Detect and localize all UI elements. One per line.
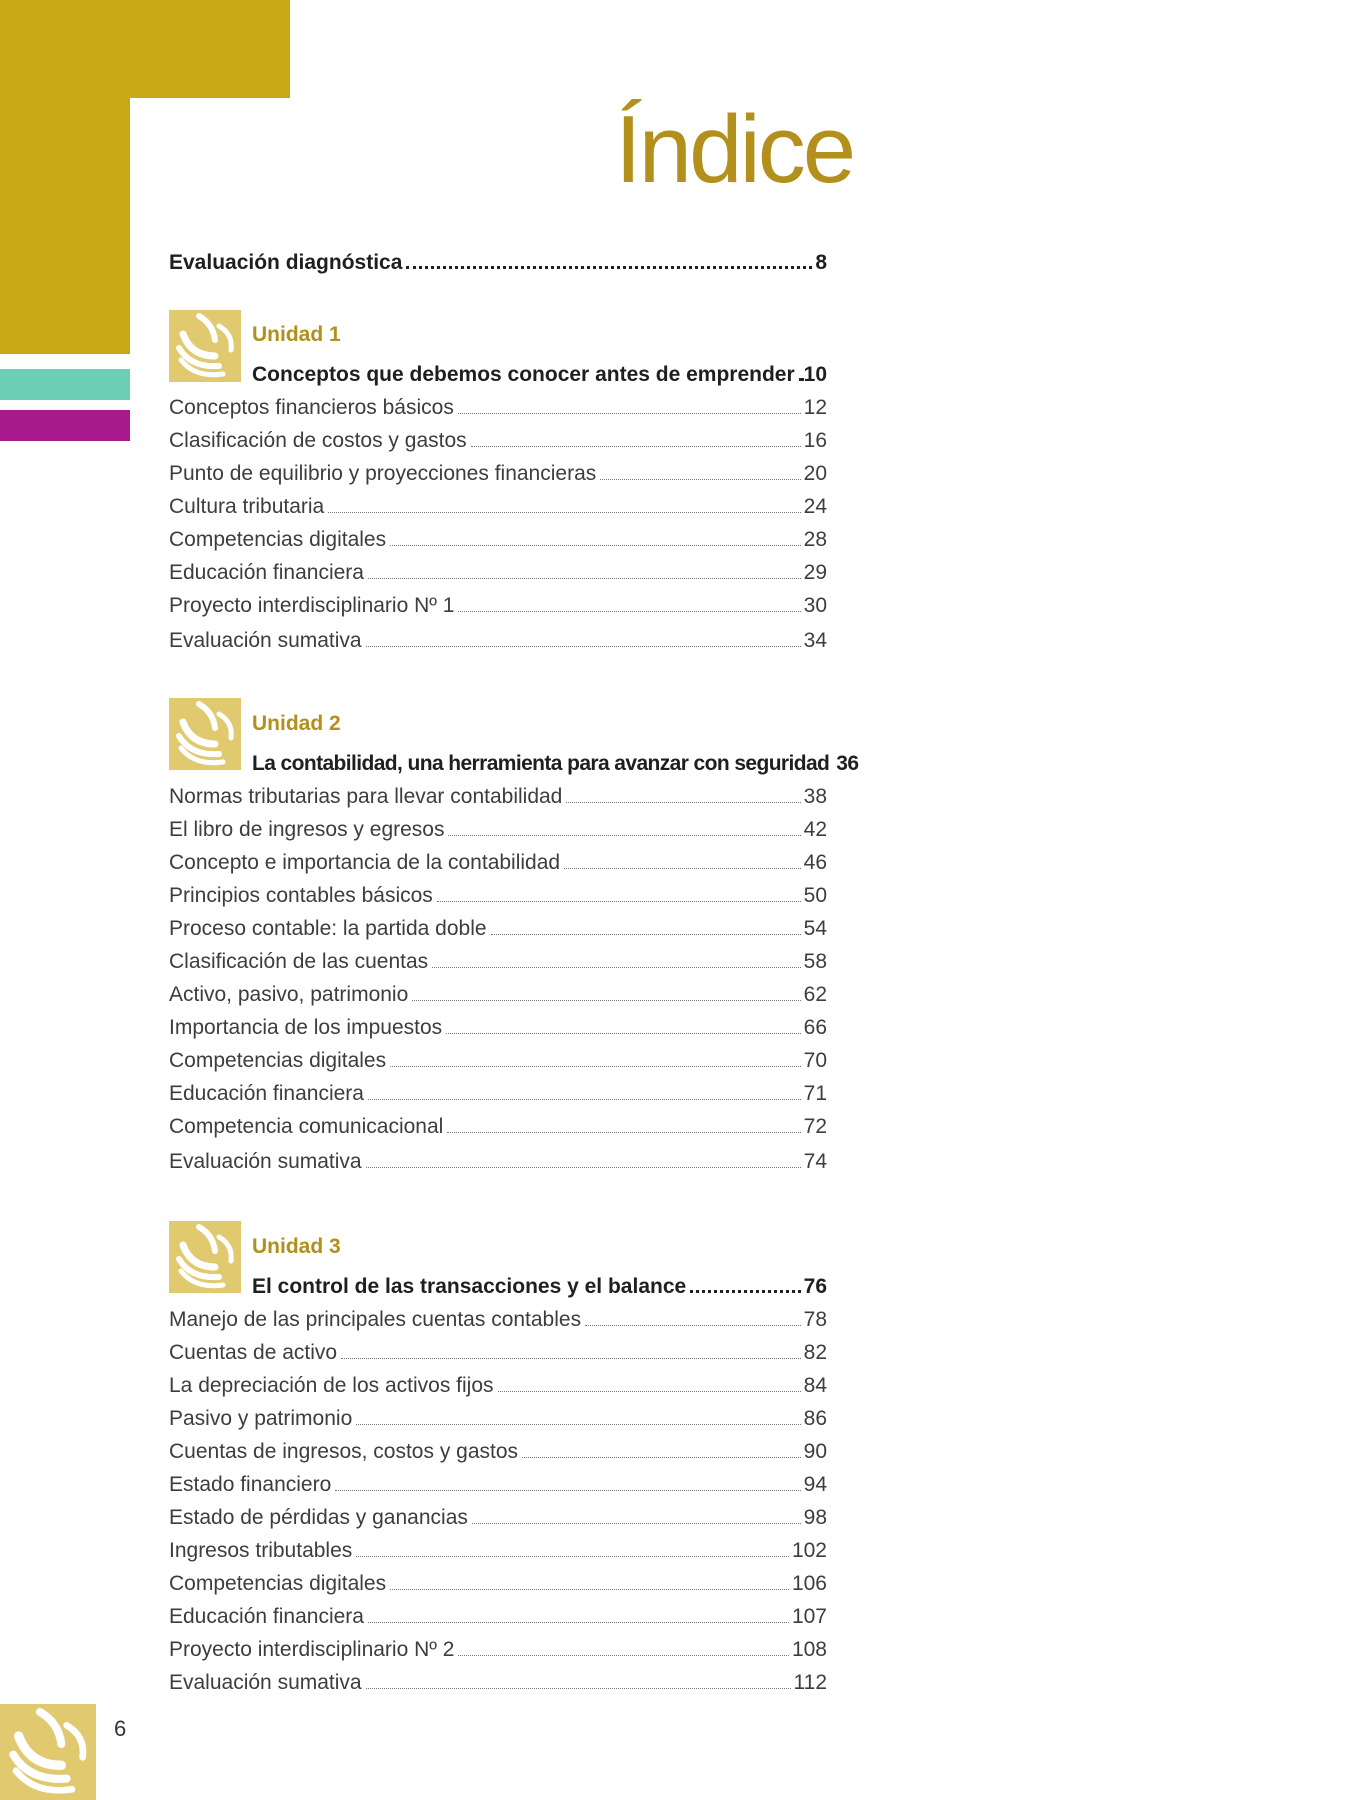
toc-entry-page: 54 — [803, 916, 827, 940]
toc-entry-page: 76 — [803, 1274, 827, 1298]
toc-entry-page: 29 — [803, 560, 827, 584]
toc-entry[interactable] — [169, 1143, 827, 1173]
toc-entry[interactable] — [169, 488, 827, 518]
dot-leader — [328, 511, 800, 513]
toc-entry[interactable] — [169, 1598, 827, 1628]
toc-entry-label: El control de las transacciones y el balance — [252, 1274, 687, 1298]
toc-entry-page: 50 — [803, 883, 827, 907]
toc-entry-page: 71 — [803, 1081, 827, 1105]
toc-entry-page: 34 — [803, 628, 827, 652]
toc-entry[interactable] — [169, 389, 827, 419]
dot-leader — [390, 1065, 801, 1067]
toc-entry-page: 8 — [815, 250, 827, 274]
toc-entry-label: La contabilidad, una herramienta para avanzar con seguridad — [252, 751, 830, 775]
decorative-teal-stripe — [0, 369, 130, 400]
toc-entry-label: Educación financiera — [169, 1604, 364, 1628]
toc-entry-label: Proyecto interdisciplinario Nº 1 — [169, 593, 455, 617]
toc-entry[interactable] — [169, 1631, 827, 1661]
toc-entry-label: Principios contables básicos — [169, 883, 433, 907]
toc-entry[interactable] — [169, 976, 827, 1006]
unit-2-label: Unidad 2 — [252, 712, 341, 735]
toc-entry-page: 42 — [803, 817, 827, 841]
toc-entry-label: Proceso contable: la partida doble — [169, 916, 487, 940]
toc-entry-page: 72 — [803, 1114, 827, 1138]
unit-3-icon-box — [169, 1221, 241, 1293]
toc-entry-label: Pasivo y patrimonio — [169, 1406, 353, 1430]
toc-entry-page: 94 — [803, 1472, 827, 1496]
toc-entry-diagnostic[interactable] — [169, 244, 827, 274]
toc-entry-label: Evaluación sumativa — [169, 1149, 362, 1173]
toc-entry-page: 38 — [803, 784, 827, 808]
toc-entry-label: Ingresos tributables — [169, 1538, 353, 1562]
toc-entry-label: Estado financiero — [169, 1472, 332, 1496]
toc-entry-label: Competencias digitales — [169, 527, 387, 551]
toc-entry-page: 16 — [803, 428, 827, 452]
toc-entry-label: Clasificación de costos y gastos — [169, 428, 467, 452]
toc-entry[interactable] — [169, 1400, 827, 1430]
toc-entry[interactable] — [169, 1009, 827, 1039]
dot-leader — [366, 1166, 801, 1168]
toc-entry[interactable] — [169, 422, 827, 452]
toc-entry[interactable] — [169, 1565, 827, 1595]
toc-entry-page: 78 — [803, 1307, 827, 1331]
toc-entry-page: 24 — [803, 494, 827, 518]
toc-entry[interactable] — [169, 554, 827, 584]
toc-entry-label: Concepto e importancia de la contabilidad — [169, 850, 561, 874]
page-number: 6 — [114, 1716, 127, 1741]
dot-leader — [432, 966, 801, 968]
dot-leader — [585, 1324, 801, 1326]
dot-leader — [448, 834, 800, 836]
toc-entry[interactable] — [169, 521, 827, 551]
dot-leader — [600, 478, 800, 480]
page-title: Índice — [615, 96, 854, 203]
toc-entry-page: 28 — [803, 527, 827, 551]
toc-entry-label: Evaluación sumativa — [169, 628, 362, 652]
decorative-magenta-stripe — [0, 410, 130, 441]
dot-leader — [368, 1621, 789, 1623]
dot-leader — [472, 1522, 801, 1524]
dot-leader — [412, 999, 800, 1001]
toc-entry[interactable] — [169, 587, 827, 617]
toc-entry-page: 70 — [803, 1048, 827, 1072]
toc-entry[interactable] — [169, 844, 827, 874]
toc-entry-page: 98 — [803, 1505, 827, 1529]
hand-icon — [169, 310, 241, 382]
toc-entry-page: 20 — [803, 461, 827, 485]
dot-leader — [799, 377, 801, 381]
toc-entry-page: 58 — [803, 949, 827, 973]
toc-entry-label: Competencias digitales — [169, 1571, 387, 1595]
dot-leader — [458, 610, 800, 612]
toc-entry[interactable] — [169, 1499, 827, 1529]
toc-entry-label: Punto de equilibrio y proyecciones financieras — [169, 461, 597, 485]
toc-entry-label: Cuentas de activo — [169, 1340, 338, 1364]
dot-leader — [690, 1289, 800, 1293]
toc-entry-label: Competencias digitales — [169, 1048, 387, 1072]
dot-leader — [406, 265, 812, 269]
toc-entry[interactable] — [169, 1301, 827, 1331]
toc-entry-label: La depreciación de los activos fijos — [169, 1373, 494, 1397]
toc-entry[interactable] — [169, 811, 827, 841]
dot-leader — [566, 801, 800, 803]
hand-icon — [169, 1221, 241, 1293]
dot-leader — [368, 577, 801, 579]
dot-leader — [368, 1098, 801, 1100]
toc-entry[interactable] — [169, 943, 827, 973]
unit-3-label: Unidad 3 — [252, 1235, 341, 1258]
toc-entry-label: Cuentas de ingresos, costos y gastos — [169, 1439, 519, 1463]
toc-entry-page: 62 — [803, 982, 827, 1006]
toc-entry-page: 112 — [793, 1670, 827, 1694]
dot-leader — [390, 1588, 789, 1590]
toc-entry-page: 102 — [791, 1538, 827, 1562]
toc-entry[interactable] — [169, 1042, 827, 1072]
toc-entry[interactable] — [169, 1433, 827, 1463]
unit-3-heading[interactable] — [252, 1268, 827, 1298]
hand-icon — [169, 698, 241, 770]
toc-entry-label: Educación financiera — [169, 1081, 364, 1105]
toc-entry-page: 12 — [803, 395, 827, 419]
dot-leader — [498, 1390, 801, 1392]
toc-entry[interactable] — [169, 1108, 827, 1138]
hand-icon-footer — [0, 1704, 96, 1800]
dot-leader — [356, 1555, 789, 1557]
toc-entry-page: 74 — [803, 1149, 827, 1173]
toc-entry-page: 108 — [791, 1637, 827, 1661]
toc-entry[interactable] — [169, 1532, 827, 1562]
toc-entry[interactable] — [169, 778, 827, 808]
toc-entry-page: 86 — [803, 1406, 827, 1430]
toc-entry-label: Normas tributarias para llevar contabilidad — [169, 784, 563, 808]
toc-entry[interactable] — [169, 622, 827, 652]
toc-entry-label: Estado de pérdidas y ganancias — [169, 1505, 468, 1529]
toc-entry-page: 82 — [803, 1340, 827, 1364]
dot-leader — [335, 1489, 800, 1491]
toc-entry-label: Educación financiera — [169, 560, 364, 584]
dot-leader — [458, 1654, 788, 1656]
toc-entry-label: Evaluación diagnóstica — [169, 250, 403, 274]
decorative-gold-block-side — [0, 98, 130, 354]
toc-entry-label: Conceptos financieros básicos — [169, 395, 454, 419]
dot-leader — [447, 1131, 800, 1133]
hand-icon — [0, 1704, 96, 1800]
toc-entry-page: 36 — [836, 751, 859, 775]
toc-entry-page: 84 — [803, 1373, 827, 1397]
toc-entry[interactable] — [169, 455, 827, 485]
unit-1-heading[interactable] — [252, 356, 827, 386]
toc-entry[interactable] — [169, 910, 827, 940]
dot-leader — [341, 1357, 801, 1359]
toc-entry[interactable] — [169, 1075, 827, 1105]
dot-leader — [446, 1032, 801, 1034]
dot-leader — [390, 544, 801, 546]
dot-leader — [491, 933, 801, 935]
toc-entry-label: Competencia comunicacional — [169, 1114, 444, 1138]
decorative-gold-block-top — [0, 0, 290, 98]
toc-entry-label: Clasificación de las cuentas — [169, 949, 429, 973]
toc-entry-page: 66 — [803, 1015, 827, 1039]
dot-leader — [437, 900, 801, 902]
toc-entry-label: El libro de ingresos y egresos — [169, 817, 445, 841]
toc-entry-page: 46 — [803, 850, 827, 874]
toc-entry-label: Proyecto interdisciplinario Nº 2 — [169, 1637, 455, 1661]
toc-entry[interactable] — [169, 1367, 827, 1397]
toc-entry-page: 10 — [803, 362, 827, 386]
toc-entry-label: Importancia de los impuestos — [169, 1015, 443, 1039]
unit-1-icon-box — [169, 310, 241, 382]
dot-leader — [471, 445, 801, 447]
toc-entry-page: 107 — [791, 1604, 827, 1628]
unit-2-heading[interactable] — [252, 745, 859, 775]
toc-entry-page: 30 — [803, 593, 827, 617]
toc-entry[interactable] — [169, 877, 827, 907]
toc-entry-label: Manejo de las principales cuentas contables — [169, 1307, 582, 1331]
dot-leader — [366, 645, 801, 647]
dot-leader — [564, 867, 801, 869]
dot-leader — [356, 1423, 800, 1425]
toc-entry-label: Cultura tributaria — [169, 494, 325, 518]
toc-entry[interactable] — [169, 1466, 827, 1496]
toc-entry-label: Activo, pasivo, patrimonio — [169, 982, 409, 1006]
toc-entry-label: Conceptos que debemos conocer antes de emprender — [252, 362, 795, 386]
toc-entry-page: 90 — [803, 1439, 827, 1463]
unit-2-icon-box — [169, 698, 241, 770]
toc-entry-page: 106 — [791, 1571, 827, 1595]
unit-1-label: Unidad 1 — [252, 323, 341, 346]
toc-entry[interactable] — [169, 1664, 827, 1694]
dot-leader — [522, 1456, 801, 1458]
dot-leader — [366, 1687, 791, 1689]
toc-entry-label: Evaluación sumativa — [169, 1670, 362, 1694]
dot-leader — [458, 412, 801, 414]
toc-entry[interactable] — [169, 1334, 827, 1364]
